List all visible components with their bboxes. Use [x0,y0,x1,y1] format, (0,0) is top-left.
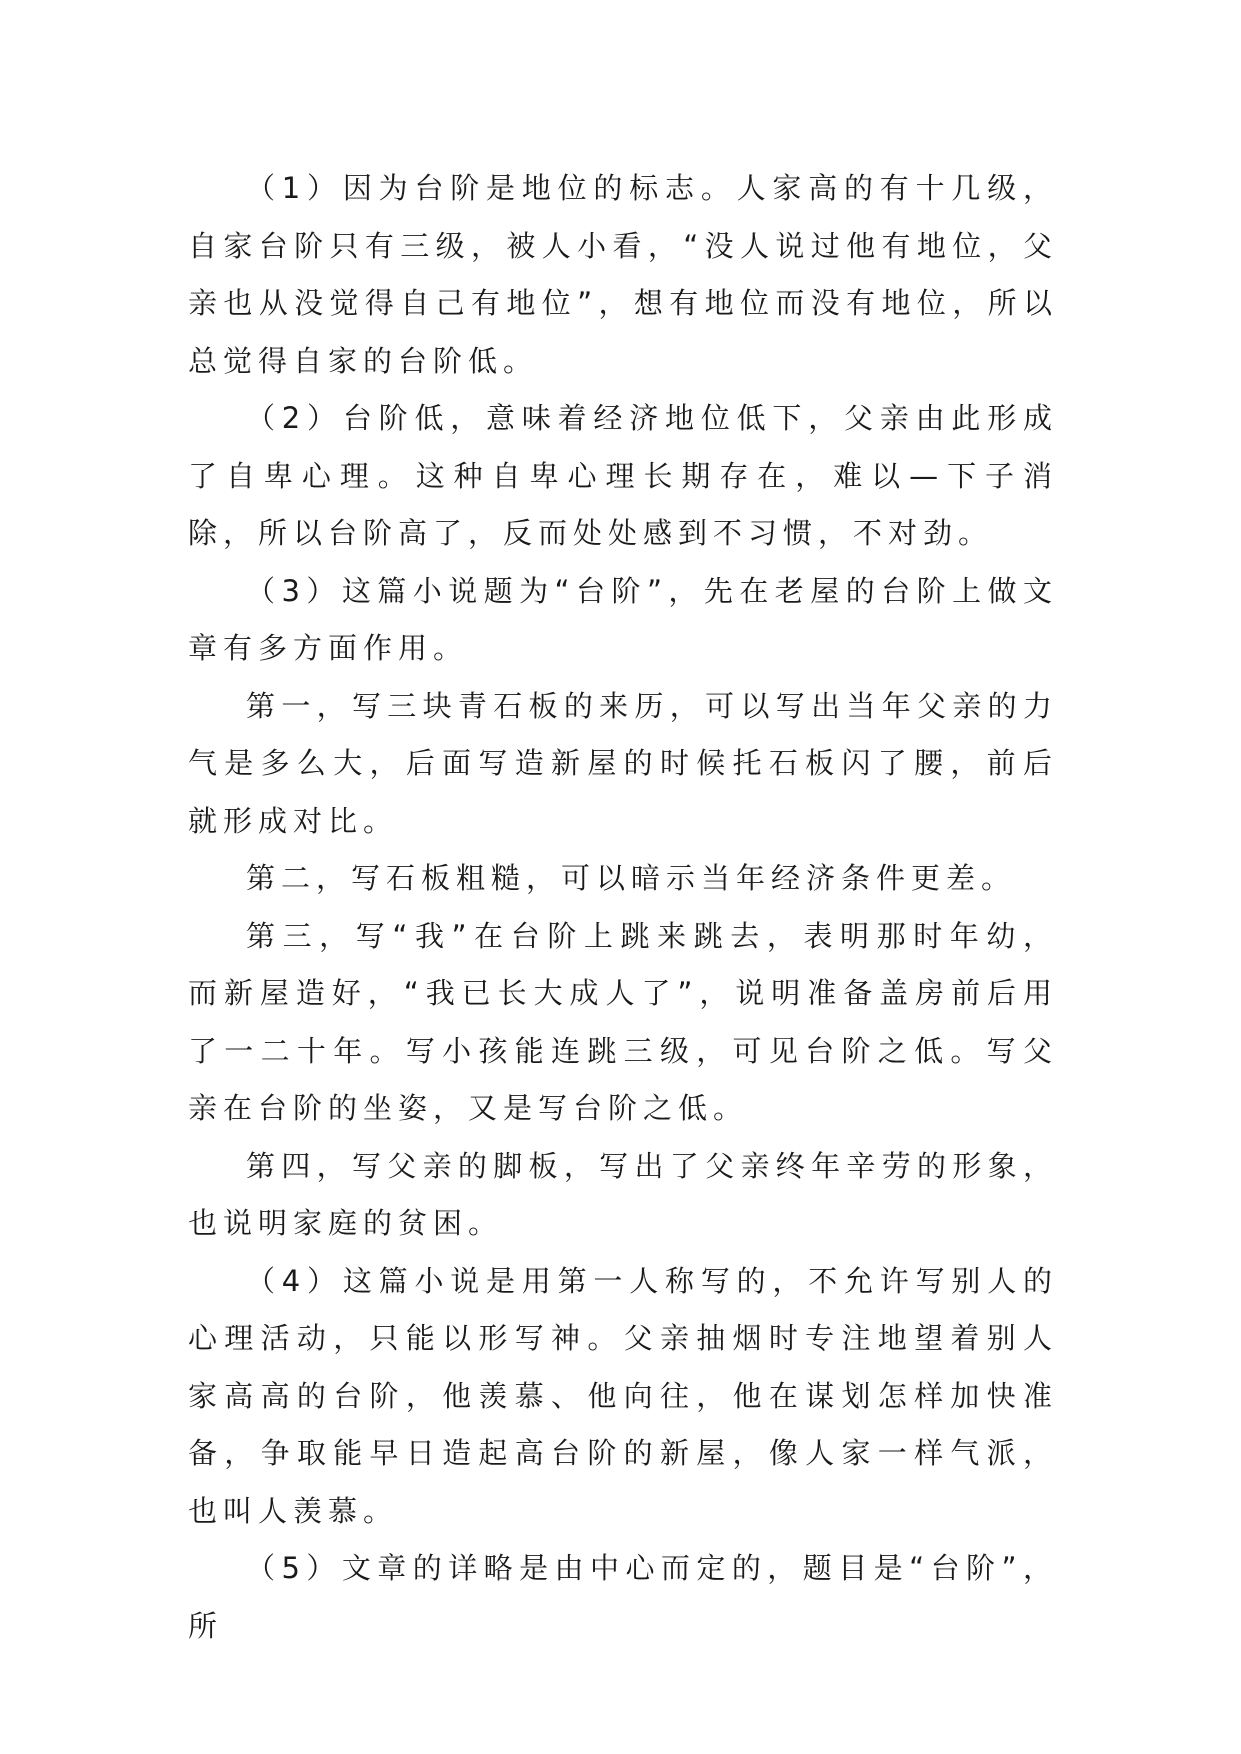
paragraph-answer-5: （5）文章的详略是由中心而定的，题目是“台阶”，所 [188,1551,1058,1643]
paragraph-point-4: 第四，写父亲的脚板，写出了父亲终年辛劳的形象，也说明家庭的贫困。 [188,1148,1058,1240]
paragraph-point-1: 第一，写三块青石板的来历，可以写出当年父亲的力气是多么大，后面写造新屋的时候托石板闪了腰，前后就形成对比。 [188,688,1058,838]
paragraph-answer-3: （3）这篇小说题为“台阶”，先在老屋的台阶上做文章有多方面作用。 [188,573,1058,665]
paragraph-point-3: 第三，写“我”在台阶上跳来跳去，表明那时年幼，而新屋造好，“我已长大成人了”，说明准备盖房前后用了一二十年。写小孩能连跳三级，可见台阶之低。写父亲在台阶的坐姿，又是写台阶之低。 [188,918,1058,1125]
paragraph-answer-2: （2）台阶低，意味着经济地位低下，父亲由此形成了自卑心理。这种自卑心理长期存在，难以—下子消除，所以台阶高了，反而处处感到不习惯，不对劲。 [188,401,1058,550]
document-page [188,160,1058,1655]
paragraph-point-2: 第二，写石板粗糙，可以暗示当年经济条件更差。 [246,861,1017,895]
paragraph-answer-4: （4）这篇小说是用第一人称写的，不允许写别人的心理活动，只能以形写神。父亲抽烟时专注地望着别人家高高的台阶，他羡慕、他向往，他在谋划怎样加快准备，争取能早日造起高台阶的新屋，像人家一样气派，也叫人羡慕。 [188,1263,1058,1528]
paragraph-answer-1: （1）因为台阶是地位的标志。人家高的有十几级，自家台阶只有三级，被人小看，“没人说过他有地位，父亲也从没觉得自己有地位”，想有地位而没有地位，所以总觉得自家的台阶低。 [188,171,1058,378]
